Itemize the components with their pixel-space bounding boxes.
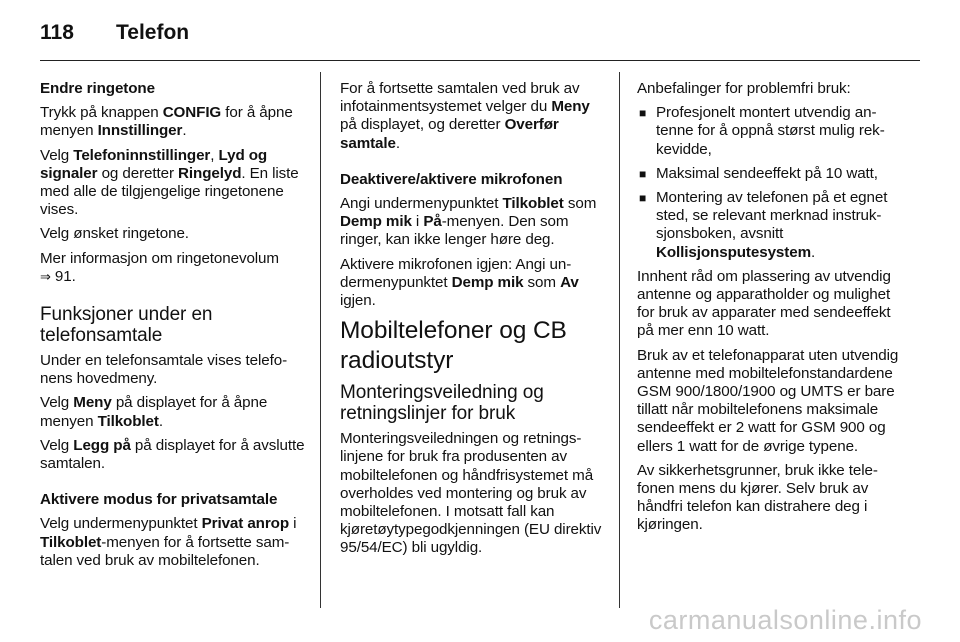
- functions-paragraph-2: Velg Meny på displayet for å åpne menyen Tilkoblet.: [40, 394, 268, 430]
- ringtone-paragraph-1: Trykk på knappen CONFIG for å åpne menyen Innstillinger.: [40, 104, 293, 140]
- microphone-paragraph-1: Angi undermenypunktet Tilkoblet som Demp mik i På-menyen. Den som ringer, kan ikke lenger høre deg.: [340, 195, 597, 249]
- functions-paragraph-3: Velg Legg på på displayet for å avslutte samtalen.: [40, 436, 305, 473]
- microphone-paragraph-2: Aktivere mikrofonen igjen: Angi undermenypunktet Demp mik som Av igjen.: [340, 255, 579, 310]
- private-call-paragraph: Velg undermenypunktet Privat anrop i Tilkoblet-menyen for å fortsette samtalen ved bruk av mobiltelefonen.: [40, 515, 297, 569]
- watermark: carmanualsonline.info: [648, 605, 922, 635]
- page-header: [40, 18, 189, 48]
- page-reference-link[interactable]: 91.: [54, 267, 76, 285]
- safety-paragraph: Av sikkerhetsgrunner, bruk ikke telefonen mens du kjører. Selv bruk av håndfri telefon kan distrahere deg i kjøringen.: [637, 461, 878, 534]
- installation-paragraph: Monteringsveiledningen og retningslinjene for bruk fra produsenten av mobiltelefonen og håndfrisystemet må overholdes ved montering og bruk av mobiltelefonen. I motsatt fall kan kjøretøytypegodkjenningen (EU direktiv 95/54/EC) bli ugyldig.: [340, 430, 602, 557]
- functions-paragraph-1: Under en telefonsamtale vises telefonens hovedmeny.: [40, 352, 288, 388]
- column-left: [40, 80, 312, 576]
- column-divider: [619, 72, 620, 608]
- cb-radio-heading: Mobiltelefoner og CB radioutstyr: [340, 317, 567, 375]
- column-right: [637, 80, 907, 541]
- cross-reference-arrow-icon: ⇒: [40, 268, 51, 284]
- ringtone-paragraph-3: Velg ønsket ringetone.: [40, 225, 189, 243]
- microphone-heading: Deaktivere/aktivere mikrofonen: [340, 170, 563, 188]
- gsm-paragraph: Bruk av et telefonapparat uten utvendig antenne med mobiltelefonstandardene GSM 900/1800/1900 og UMTS er bare tillatt når mobiltelefonens maksimale sendeeffekt er 2 watt for GSM 900 og ellers 1 watt for de øvrige typene.: [637, 346, 899, 455]
- list-item: ■ Profesjonelt montert utvendig antenne for å oppnå størst mulig rekkevidde,: [637, 104, 907, 159]
- recommendations-intro: Anbefalinger for problemfri bruk:: [637, 80, 851, 97]
- page-number: 118: [40, 21, 74, 44]
- antenna-advice-paragraph: Innhent råd om plassering av utvendig antenne og apparatholder og mulighet for bruk av apparater med sendeeffekt på mer enn 10 watt.: [637, 267, 891, 340]
- header-rule: [40, 60, 920, 61]
- installation-heading: Monteringsveiledning og retningslinjer for bruk: [340, 382, 544, 425]
- list-item: ■ Maksimal sendeeffekt på 10 watt,: [637, 165, 907, 183]
- page-section-title: Telefon: [116, 21, 190, 44]
- functions-heading: Funksjoner under en telefonsamtale: [40, 304, 213, 347]
- list-item: ■ Montering av telefonen på et egnet sted, se relevant merknad instruksjonsboken, avsnitt Kollisjonsputesystem.: [637, 189, 907, 262]
- continue-call-paragraph: For å fortsette samtalen ved bruk av infotainmentsystemet velger du Meny på displayet, og deretter Overfør samtale.: [340, 80, 590, 152]
- ringtone-paragraph-2: Velg Telefoninnstillinger, Lyd og signaler og deretter Ringelyd. En liste med alle de tilgjengelige ringetonene vises.: [40, 146, 299, 219]
- recommendations-list: [637, 104, 907, 262]
- private-call-heading: Aktivere modus for privatsamtale: [40, 491, 278, 509]
- column-middle: [340, 80, 610, 564]
- ringtone-heading: Endre ringetone: [40, 80, 155, 97]
- ringtone-paragraph-4: Mer informasjon om ringetonevolum ⇒ 91.: [40, 249, 279, 285]
- column-divider: [320, 72, 321, 608]
